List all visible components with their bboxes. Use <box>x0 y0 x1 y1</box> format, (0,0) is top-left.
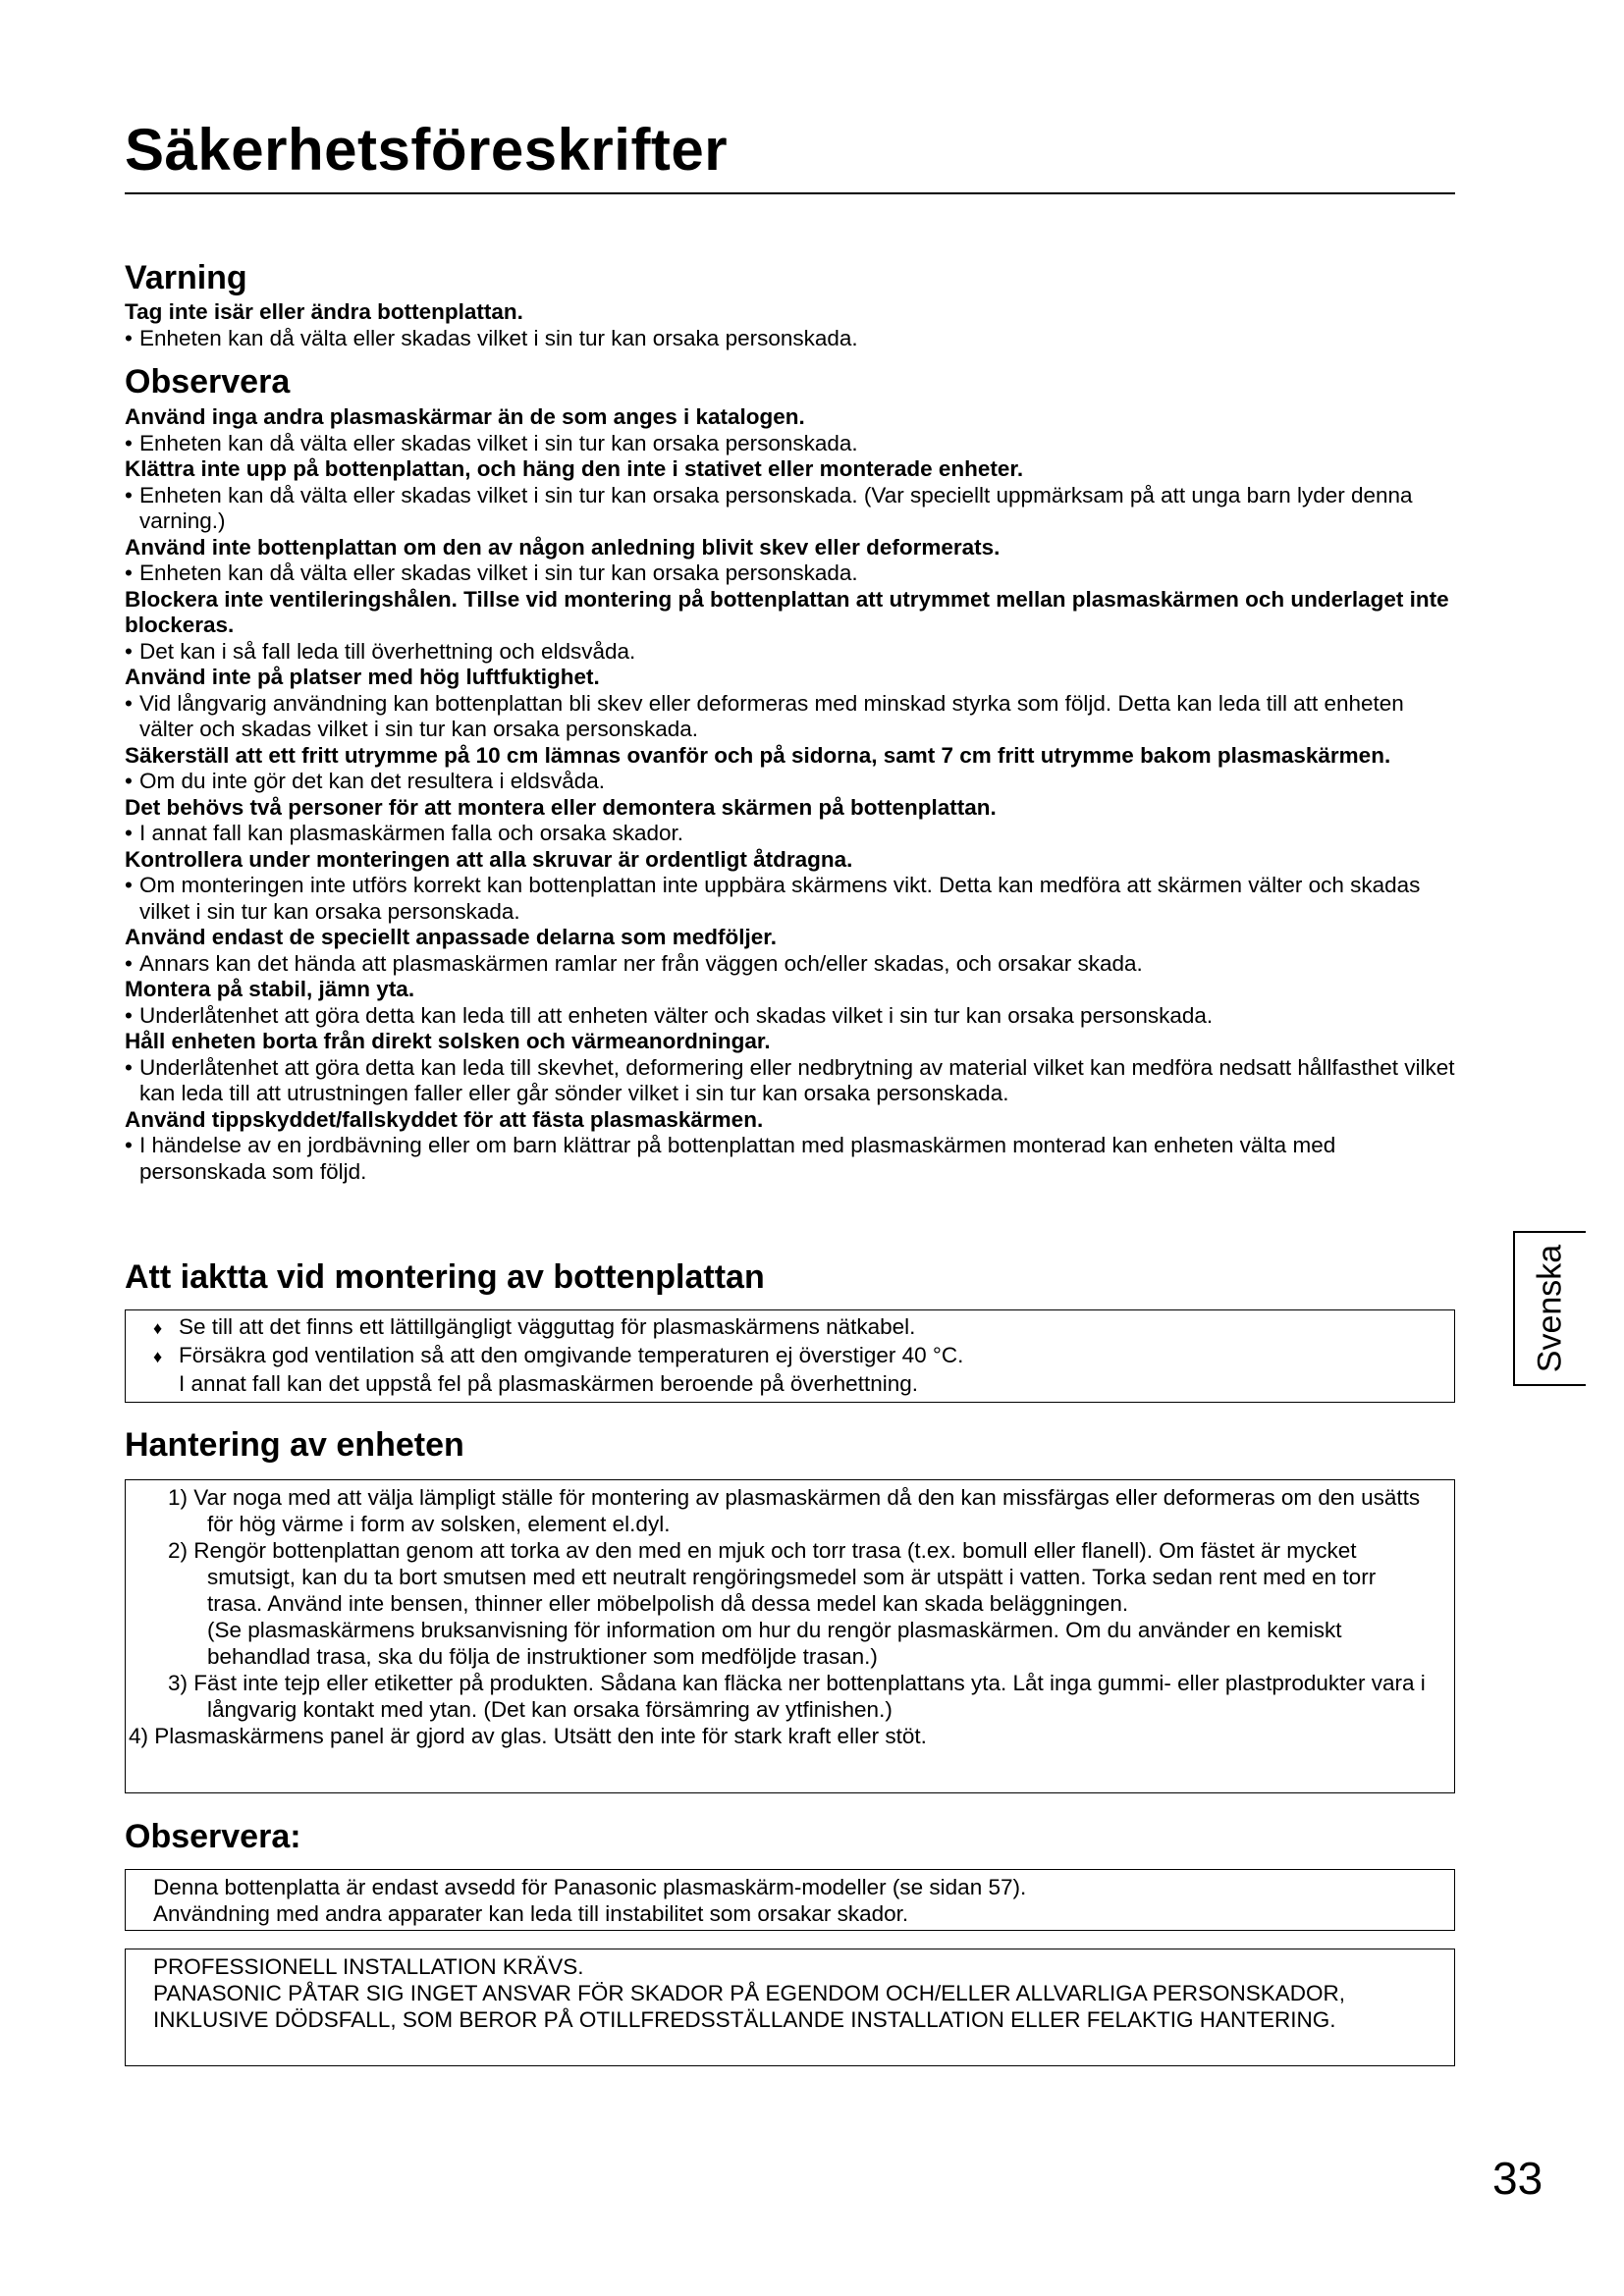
page-number: 33 <box>1492 2153 1543 2204</box>
observera-item-0-text: • Enheten kan då välta eller skadas vilket i sin tur kan orsaka personskada. <box>125 430 858 455</box>
title-rule <box>125 192 1455 194</box>
observera2-line-1: Denna bottenplatta är endast avsedd för Panasonic plasmaskärm-modeller (se sidan 57). <box>153 1875 1027 1899</box>
observera-item-4-text: • Vid långvarig användning kan bottenplattan bli skev eller deformeras med minskad styrka som följd. Detta kan leda till att enheten välter och skadas vilket i sin tur kan orsaka personskada. <box>125 690 1404 741</box>
observera2-heading: Observera: <box>125 1818 301 1855</box>
language-tab <box>1513 1231 1586 1386</box>
observera-item-7-text: • Om monteringen inte utförs korrekt kan bottenplattan inte uppbära skärmens vikt. Detta kan medföra att skärmen välter och skadas vilket i sin tur kan orsaka personskada. <box>125 873 1421 924</box>
professional-box <box>125 1949 1455 2066</box>
varning-section <box>125 299 1460 351</box>
hantering-item-4: 4) Plasmaskärmens panel är gjord av glas. Utsätt den inte för stark kraft eller stöt. <box>129 1724 927 1748</box>
observera-item-1-title: Klättra inte upp på bottenplattan, och häng den inte i stativet eller monterade enheter. <box>125 456 1024 481</box>
varning-item-0-title: Tag inte isär eller ändra bottenplattan. <box>125 299 523 324</box>
observera-item-0-title: Använd inga andra plasmaskärmar än de som anges i katalogen. <box>125 404 805 429</box>
page-title: Säkerhetsföreskrifter <box>125 117 729 183</box>
montering-item-1: ♦ Se till att det finns ett lättillgängligt vägguttag för plasmaskärmens nätkabel. <box>153 1314 916 1339</box>
professional-line-1: PROFESSIONELL INSTALLATION KRÄVS. <box>153 1954 584 1979</box>
observera-item-11-text: • I händelse av en jordbävning eller om barn klättrar på bottenplattan med plasmaskärmen monterad kan enheten välta med personskada som följd. <box>125 1133 1336 1184</box>
observera2-line-2: Användning med andra apparater kan leda till instabilitet som orsakar skador. <box>153 1901 909 1926</box>
observera-heading: Observera <box>125 363 291 400</box>
observera-item-10-title: Håll enheten borta från direkt solsken och värmeanordningar. <box>125 1029 771 1053</box>
varning-item-0-text: • Enheten kan då välta eller skadas vilket i sin tur kan orsaka personskada. <box>125 325 858 350</box>
observera-item-8-text: • Annars kan det hända att plasmaskärmen ramlar ner från väggen och/eller skadas, och orsakar skada. <box>125 950 1143 976</box>
varning-heading: Varning <box>125 259 247 296</box>
observera-item-6-text: • I annat fall kan plasmaskärmen falla och orsaka skador. <box>125 821 684 845</box>
observera-item-9-text: • Underlåtenhet att göra detta kan leda till att enheten välter och skadas vilket i sin tur kan orsaka personskada. <box>125 1002 1214 1028</box>
observera-item-8-title: Använd endast de speciellt anpassade delarna som medföljer. <box>125 925 777 949</box>
professional-line-2: PANASONIC PÅTAR SIG INGET ANSVAR FÖR SKADOR PÅ EGENDOM OCH/ELLER ALLVARLIGA PERSONSKADOR, INKLUSIVE DÖDSFALL, SOM BEROR PÅ OTILLFREDSSTÄLLANDE INSTALLATION ELLER FELAKTIG HANTERING. <box>153 1981 1346 2032</box>
hantering-item-2-note: (Se plasmaskärmens bruksanvisning för information om hur du rengör plasmaskärmen. Om du använder en kemiskt behandlad trasa, ska du följa de instruktioner som medföljde trasan.) <box>207 1618 1342 1669</box>
hantering-item-1: 1) Var noga med att välja lämpligt ställe för montering av plasmaskärmen då den kan missfärgas eller deformeras om den usätts för hög värme i form av solsken, element el.dyl. <box>168 1485 1421 1536</box>
language-tab-label: Svenska <box>1531 1244 1569 1373</box>
observera-item-7-title: Kontrollera under monteringen att alla skruvar är ordentligt åtdragna. <box>125 846 853 872</box>
observera-item-6-title: Det behövs två personer för att montera eller demontera skärmen på bottenplattan. <box>125 794 997 820</box>
hantering-heading: Hantering av enheten <box>125 1426 464 1464</box>
observera2-box <box>125 1869 1455 1931</box>
observera-item-1-text: • Enheten kan då välta eller skadas vilket i sin tur kan orsaka personskada. (Var speciellt uppmärksam på att unga barn lyder denna varning.) <box>125 482 1413 533</box>
observera-item-5-title: Säkerställ att ett fritt utrymme på 10 cm lämnas ovanför och på sidorna, samt 7 cm fritt utrymme bakom plasmaskärmen. <box>125 742 1391 768</box>
observera-item-2-text: • Enheten kan då välta eller skadas vilket i sin tur kan orsaka personskada. <box>125 561 858 585</box>
observera-item-2-title: Använd inte bottenplattan om den av någon anledning blivit skev eller deformerats. <box>125 534 1001 560</box>
observera-item-11-title: Använd tippskyddet/fallskyddet för att fästa plasmaskärmen. <box>125 1106 764 1132</box>
observera-item-10-text: • Underlåtenhet att göra detta kan leda till skevhet, deformering eller nedbrytning av material vilket kan medföra nedsatt hållfasthet vilket kan leda till att utrustningen faller eller går sönder vilket i sin tur kan orsaka personskada. <box>125 1054 1455 1105</box>
hantering-item-2: 2) Rengör bottenplattan genom att torka av den med en mjuk och torr trasa (t.ex. bomull eller flanell). Om fästet är mycket smutsigt, kan du ta bort smutsen med ett neutralt rengöringsmedel som är utspätt i vatten. Torka sedan rent med en torr trasa. Använd inte bensen, thinner eller möbelpolish då dessa medel kan skada beläggningen. <box>168 1538 1377 1616</box>
observera-section <box>125 404 1460 1185</box>
observera-item-9-title: Montera på stabil, jämn yta. <box>125 977 415 1001</box>
hantering-box <box>125 1479 1455 1793</box>
observera-item-4-title: Använd inte på platser med hög luftfuktighet. <box>125 665 600 689</box>
montering-box <box>125 1309 1455 1403</box>
observera-item-5-text: • Om du inte gör det kan det resultera i eldsvåda. <box>125 769 606 793</box>
hantering-item-3: 3) Fäst inte tejp eller etiketter på produkten. Sådana kan fläcka ner bottenplattans yta. Låt inga gummi- eller plastprodukter vara i långvarig kontakt med ytan. (Det kan orsaka försämring av ytfinishen.) <box>168 1671 1426 1722</box>
observera-item-3-text: • Det kan i så fall leda till överhettning och eldsvåda. <box>125 638 636 664</box>
montering-item-2: ♦ Försäkra god ventilation så att den omgivande temperaturen ej överstiger 40 °C. <box>153 1343 964 1367</box>
montering-item-2-cont: I annat fall kan det uppstå fel på plasmaskärmen beroende på överhettning. <box>179 1371 918 1396</box>
observera-item-3-title: Blockera inte ventileringshålen. Tillse vid montering på bottenplattan att utrymmet mellan plasmaskärmen och underlaget inte blockeras. <box>125 586 1449 637</box>
montering-heading: Att iaktta vid montering av bottenplattan <box>125 1258 765 1296</box>
